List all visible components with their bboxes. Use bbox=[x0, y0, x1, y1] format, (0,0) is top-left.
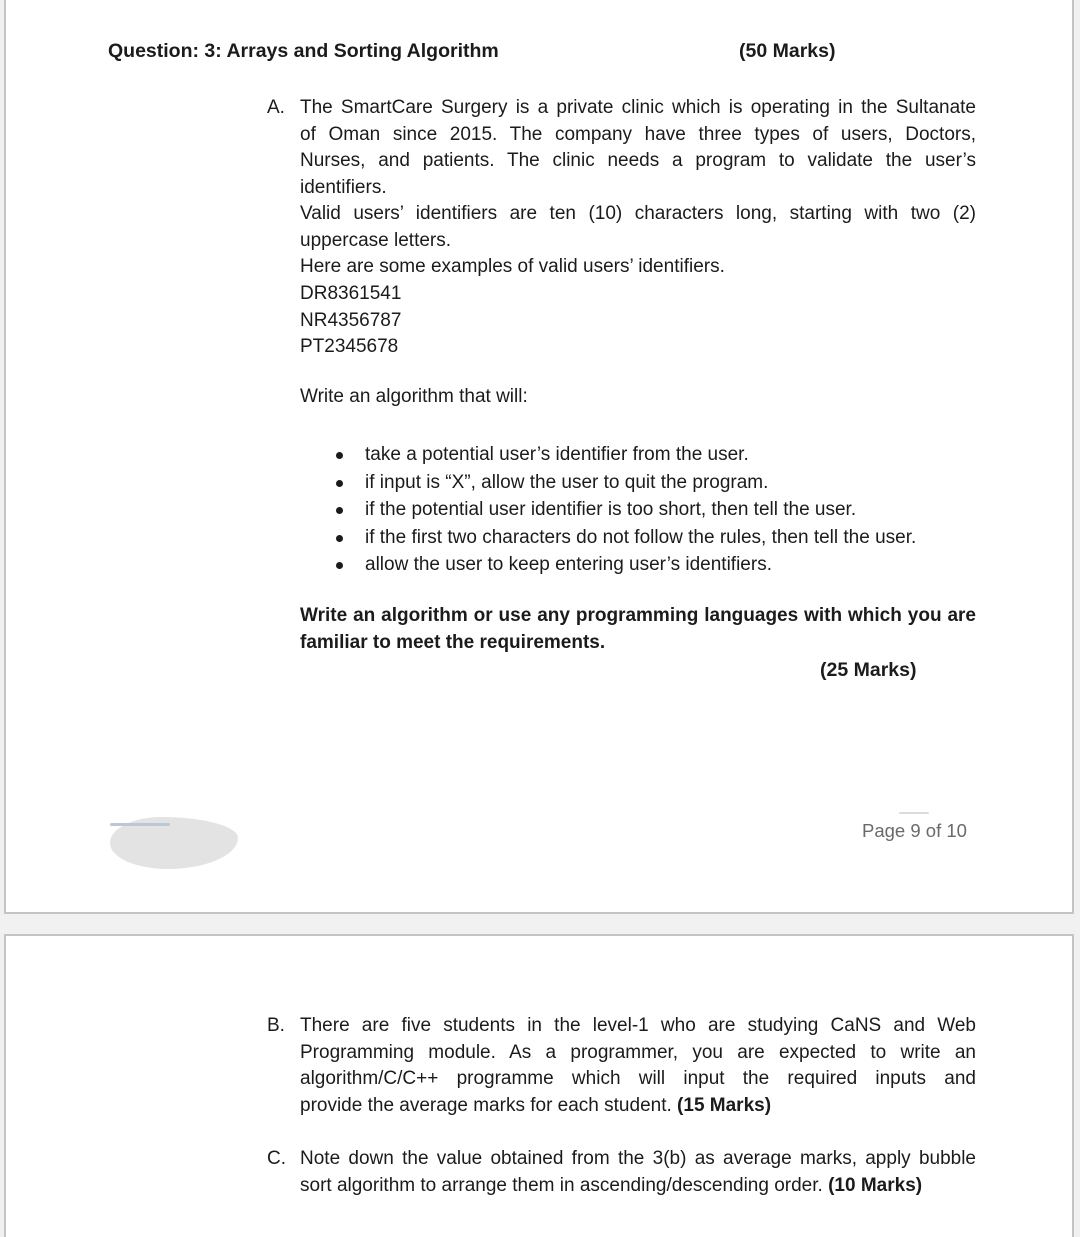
part-a-intro-line: Nurses, and patients. The clinic needs a program to validate the user’s bbox=[300, 150, 976, 171]
list-item: if the first two characters do not follow the rules, then tell the user. bbox=[336, 524, 916, 552]
requirements-list bbox=[336, 441, 916, 579]
list-item: if the potential user identifier is too short, then tell the user. bbox=[336, 496, 916, 524]
page-number: Page 9 of 10 bbox=[862, 820, 967, 841]
part-a-intro-line: of Oman since 2015. The company have three types of users, Doctors, bbox=[300, 123, 976, 145]
part-a-requirement bbox=[300, 603, 976, 656]
part-a-examples-intro: Here are some examples of valid users’ identifiers. bbox=[300, 256, 725, 277]
part-a-intro-line: The SmartCare Surgery is a private clinic which is operating in the Sultanate bbox=[300, 97, 976, 118]
part-a-intro-line: identifiers. bbox=[300, 176, 387, 198]
question-marks: (50 Marks) bbox=[739, 40, 836, 62]
part-c-line: Note down the value obtained from the 3(b) as average marks, apply bubble bbox=[300, 1148, 976, 1169]
part-b-line: There are five students in the level-1 who are studying CaNS and Web bbox=[300, 1015, 976, 1036]
part-b-text: provide the average marks for each student. bbox=[300, 1094, 672, 1116]
part-a-intro bbox=[267, 95, 976, 281]
page-10 bbox=[4, 934, 1074, 1237]
part-b-line: algorithm/C/C++ programme which will input the required inputs and bbox=[300, 1068, 976, 1089]
part-b bbox=[267, 1013, 976, 1119]
requirement-line: Write an algorithm or use any programming languages with which you are bbox=[300, 605, 976, 626]
task-lead: Write an algorithm that will: bbox=[300, 386, 528, 407]
part-c bbox=[267, 1146, 976, 1199]
requirement-line: familiar to meet the requirements. bbox=[300, 631, 606, 653]
list-item: if input is “X”, allow the user to quit the program. bbox=[336, 469, 916, 497]
part-a-rule-line: Valid users’ identifiers are ten (10) characters long, starting with two (2) bbox=[300, 203, 976, 224]
example-identifiers bbox=[300, 281, 401, 361]
part-c-text: sort algorithm to arrange them in ascending/descending order. bbox=[300, 1174, 823, 1196]
part-c-marks: (10 Marks) bbox=[828, 1174, 923, 1196]
part-c-last-line bbox=[300, 1173, 976, 1200]
list-item: allow the user to keep entering user’s identifiers. bbox=[336, 551, 916, 579]
part-a-rule-line: uppercase letters. bbox=[300, 229, 452, 251]
part-b-marks: (15 Marks) bbox=[677, 1094, 772, 1116]
example-identifier: NR4356787 bbox=[300, 309, 402, 331]
page-9 bbox=[4, 0, 1074, 914]
part-c-letter: C. bbox=[267, 1148, 286, 1169]
example-identifier: PT2345678 bbox=[300, 336, 399, 357]
scan-mark bbox=[899, 812, 929, 814]
part-b-letter: B. bbox=[267, 1015, 285, 1036]
part-a-marks: (25 Marks) bbox=[820, 659, 917, 681]
list-item: take a potential user’s identifier from the user. bbox=[336, 441, 916, 469]
question-title: Question: 3: Arrays and Sorting Algorithm bbox=[108, 40, 499, 62]
part-b-line: Programming module. As a programmer, you are expected to write an bbox=[300, 1041, 976, 1063]
example-identifier: DR8361541 bbox=[300, 283, 402, 304]
redaction-trace bbox=[110, 823, 170, 826]
part-b-last-line bbox=[300, 1093, 976, 1120]
part-a-letter: A. bbox=[267, 97, 285, 118]
